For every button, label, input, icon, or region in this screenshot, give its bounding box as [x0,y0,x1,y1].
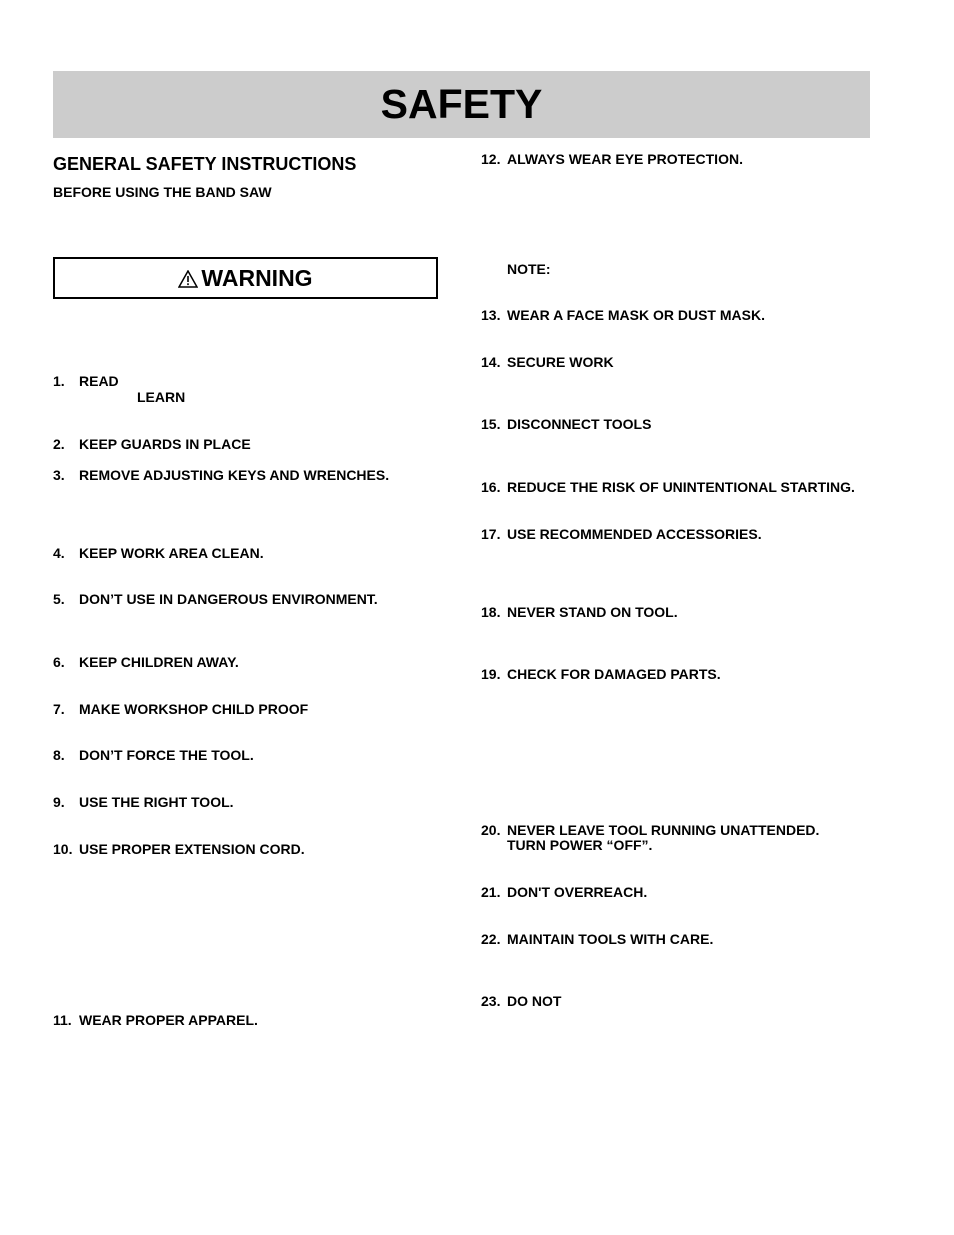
item-number: 1. [53,373,65,389]
item-text: REDUCE THE RISK OF UNINTENTIONAL STARTING. [507,479,855,495]
item-number: 11. [53,1012,72,1028]
item-number: 10. [53,841,73,857]
warning-box [53,257,438,299]
item-text: SECURE WORK [507,354,614,370]
item-text: USE THE RIGHT TOOL. [79,794,234,810]
item-number: 20. [481,822,501,838]
item-text: KEEP WORK AREA CLEAN. [79,545,264,561]
item-number: 18. [481,604,501,620]
section-heading: GENERAL SAFETY INSTRUCTIONS [53,154,357,174]
item-number: 9. [53,794,65,810]
item-text: DON'T OVERREACH. [507,884,648,900]
item-text: DISCONNECT TOOLS [507,416,652,432]
item-number: 13. [481,307,501,323]
item-text-continuation: TURN POWER “OFF”. [507,837,653,853]
item-text: USE PROPER EXTENSION CORD. [79,841,305,857]
item-text: MAINTAIN TOOLS WITH CARE. [507,931,714,947]
item-number: 8. [53,747,65,763]
item-text: ALWAYS WEAR EYE PROTECTION. [507,151,743,167]
item-text: KEEP CHILDREN AWAY. [79,654,239,670]
item-number: 23. [481,993,501,1009]
item-number: 7. [53,701,65,717]
section-subheading: BEFORE USING THE BAND SAW [53,184,272,200]
item-number: 5. [53,591,65,607]
warning-triangle-icon [178,270,198,288]
warning-label: WARNING [201,264,313,291]
item-text: WEAR PROPER APPAREL. [79,1012,258,1028]
item-number: 2. [53,436,65,452]
item-text: DO NOT [507,993,562,1009]
note-label: NOTE: [507,261,551,277]
item-number: 15. [481,416,501,432]
item-text: USE RECOMMENDED ACCESSORIES. [507,526,762,542]
item-text: CHECK FOR DAMAGED PARTS. [507,666,721,682]
item-number: 12. [481,151,501,167]
item-text: NEVER STAND ON TOOL. [507,604,678,620]
item-text: NEVER LEAVE TOOL RUNNING UNATTENDED. [507,822,820,838]
item-text: DON’T FORCE THE TOOL. [79,747,254,763]
item-text: WEAR A FACE MASK OR DUST MASK. [507,307,765,323]
item-text: DON’T USE IN DANGEROUS ENVIRONMENT. [79,591,378,607]
item-text: KEEP GUARDS IN PLACE [79,436,251,452]
item-number: 16. [481,479,501,495]
item-number: 4. [53,545,65,561]
item-number: 22. [481,931,501,947]
item-text: REMOVE ADJUSTING KEYS AND WRENCHES. [79,467,390,483]
item-number: 6. [53,654,65,670]
item-number: 17. [481,526,501,542]
item-number: 3. [53,467,65,483]
item-number: 21. [481,884,501,900]
item-text-continuation: LEARN [137,389,186,405]
page-title: SAFETY [380,81,543,127]
item-text: MAKE WORKSHOP CHILD PROOF [79,701,309,717]
item-number: 14. [481,354,501,370]
page-banner [53,71,870,138]
item-text: READ [79,373,119,389]
item-number: 19. [481,666,501,682]
